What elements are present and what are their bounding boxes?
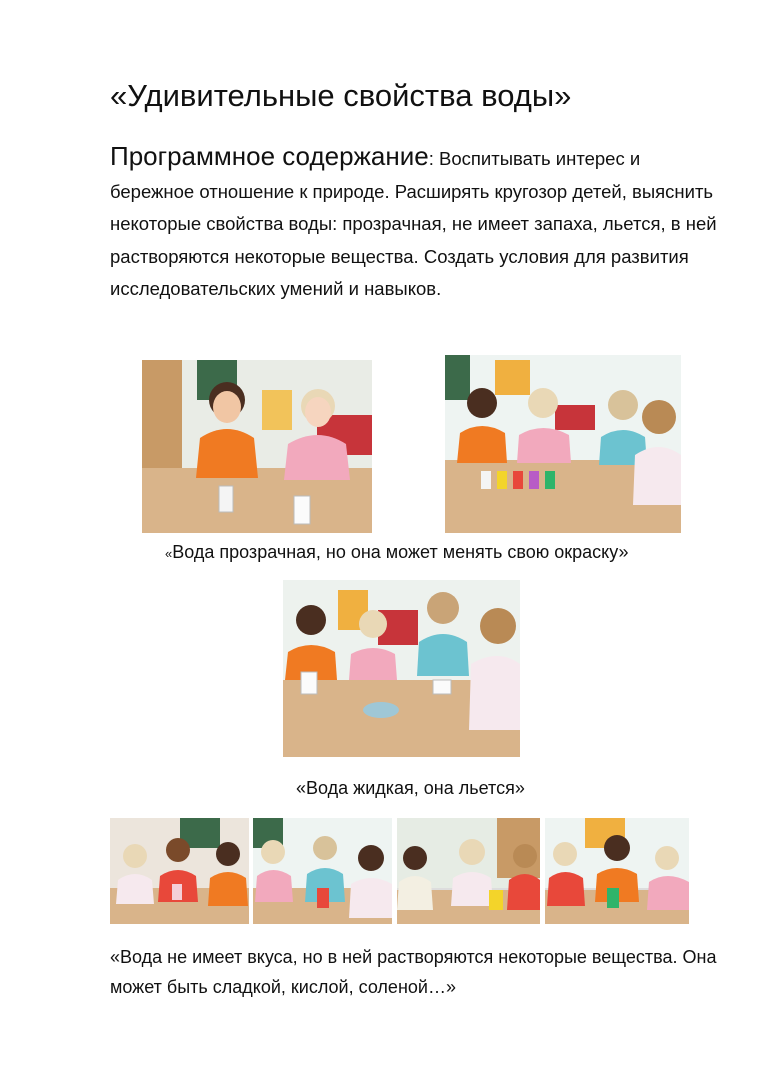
photo-children-pouring-water [283,580,520,757]
photo-children-clear-water [142,360,372,533]
page-title: «Удивительные свойства воды» [110,78,572,113]
photo-tasting-3 [397,818,540,924]
caption-taste-water: «Вода не имеет вкуса, но в ней растворяются некоторые вещества. Она может быть сладкой, кислой, соленой…» [110,947,717,997]
photo-tasting-1 [110,818,249,924]
photo-tasting-2 [253,818,392,924]
program-content-heading: Программное содержание [110,141,429,171]
caption-clear-water-quote: « [165,546,173,561]
caption-clear-water-text: Вода прозрачная, но она может менять свою окраску» [172,542,629,562]
program-content-text: : Воспитывать интерес и бережное отношение к природе. Расширять кругозор детей, выяснить некоторые свойства воды: прозрачная, не имеет запаха, льется, в ней растворяются некоторые вещества. Создать условия для развития исследовательских умений и навыков. [110,148,717,299]
photo-tasting-4 [545,818,689,924]
photo-children-colored-water [445,355,681,533]
program-content-paragraph [110,140,720,306]
caption-liquid-water: «Вода жидкая, она льется» [296,778,525,798]
caption-clear-water [165,540,628,566]
